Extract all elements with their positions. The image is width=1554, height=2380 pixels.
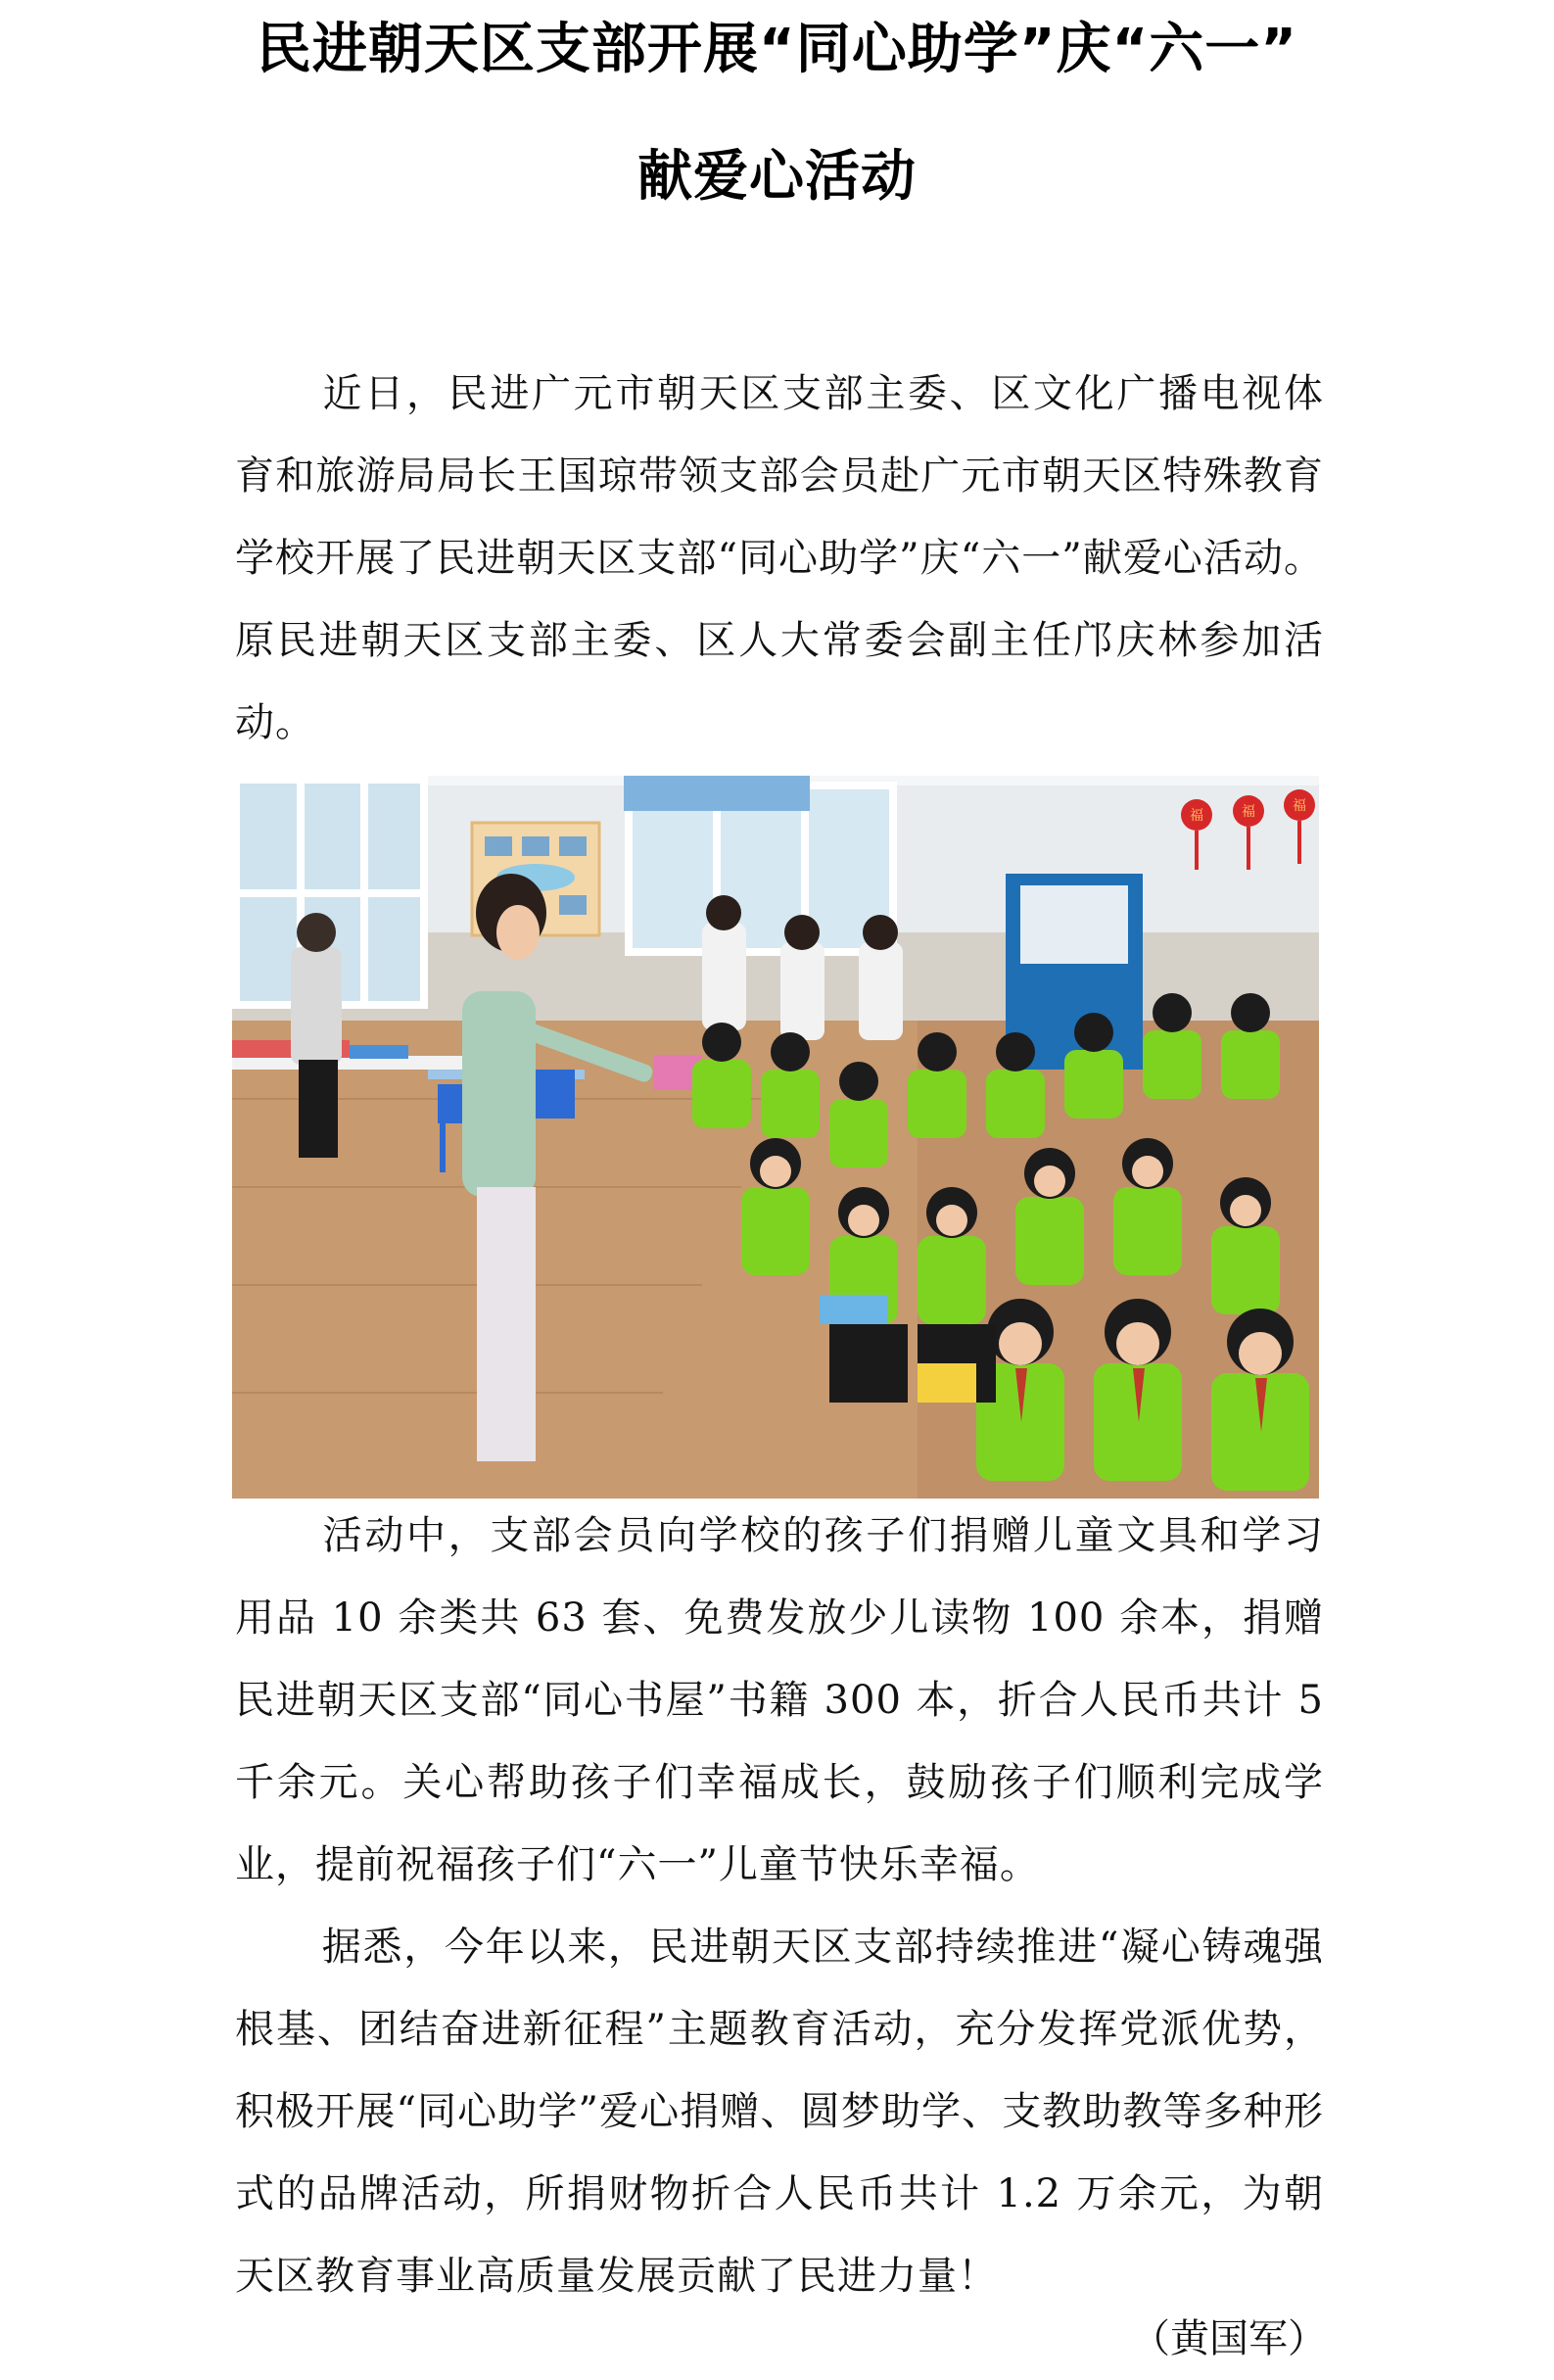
paragraph-summary [235,1906,1324,2317]
decoration-char-3: 福 [1293,798,1306,814]
paragraph-summary-text: 据悉，今年以来，民进朝天区支部持续推进“凝心铸魂强根基、团结奋进新征程”主题教育活动，充分发挥党派优势，积极开展“同心助学”爱心捐赠、圆梦助学、支教助教等多种形式的品牌活动，所捐财物折合人民币共计 1.2 万余元，为朝天区教育事业高质量发展贡献了民进力量！ [235,1925,1324,2299]
author-credit: （黄国军） [1131,2316,1327,2361]
decoration-char-1: 福 [1190,808,1203,824]
event-photo [232,776,1319,1499]
article-title-line1: 民进朝天区支部开展“同心助学”庆“六一” [256,18,1298,81]
paragraph-donations [235,1495,1324,1906]
article-title-line2: 献爱心活动 [637,145,917,209]
decoration-char-2: 福 [1242,804,1255,820]
paragraph-intro [235,353,1324,764]
paragraph-donations-text: 活动中，支部会员向学校的孩子们捐赠儿童文具和学习用品 10 余类共 63 套、免费发放少儿读物 100 余本，捐赠民进朝天区支部“同心书屋”书籍 300 本，折合人民币共计 5 千余元。关心帮助孩子们幸福成长，鼓励孩子们顺利完成学业，提前祝福孩子们“六一”儿童节快乐幸福。 [235,1513,1324,1887]
paragraph-intro-text: 近日，民进广元市朝天区支部主委、区文化广播电视体育和旅游局局长王国琼带领支部会员赴广元市朝天区特殊教育学校开展了民进朝天区支部“同心助学”庆“六一”献爱心活动。原民进朝天区支部主委、区人大常委会副主任邝庆林参加活动。 [235,371,1324,745]
